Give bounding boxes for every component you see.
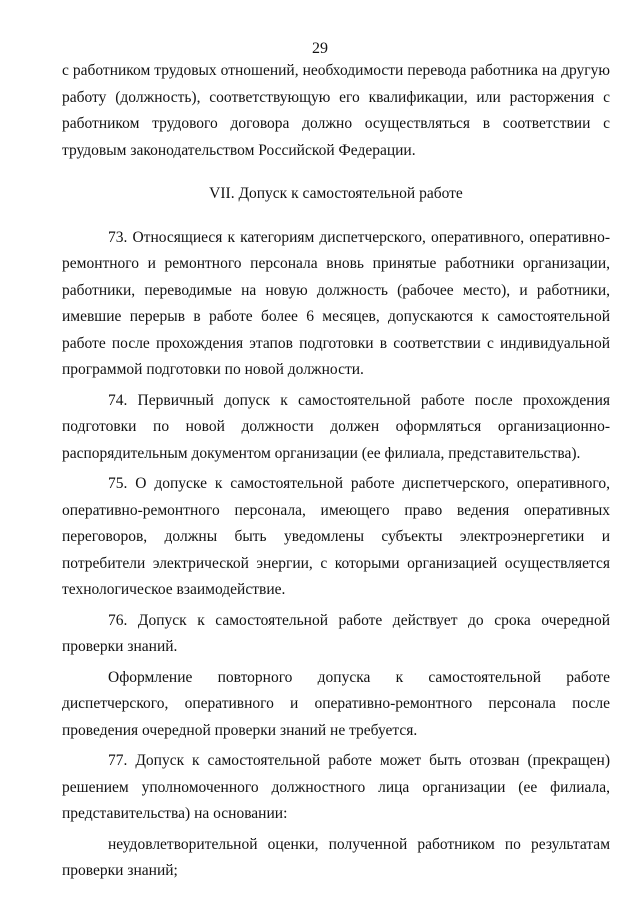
paragraph-77: 77. Допуск к самостоятельной работе может быть отозван (прекращен) решением уполномоченного должностного лица организации (ее филиала, представительства) на основании: [62, 752, 610, 822]
paragraph-75: 75. О допуске к самостоятельной работе диспетчерского, оперативного, оперативно-ремонтного персонала, имеющего право ведения оперативных переговоров, должны быть уведомлены субъекты электроэнергетики и потребители электрической энергии, с которыми организацией осуществляется технологическое взаимодействие. [62, 475, 610, 598]
document-body [62, 58, 610, 885]
section-heading: VII. Допуск к самостоятельной работе [209, 185, 463, 202]
page-number: 29 [312, 40, 328, 57]
paragraph-76-repeat-admission: Оформление повторного допуска к самостоятельной работе диспетчерского, оперативного и оперативно-ремонтного персонала после проведения очередной проверки знаний не требуется. [62, 668, 610, 739]
paragraph-73: 73. Относящиеся к категориям диспетчерского, оперативного, оперативно-ремонтного и ремонтного персонала вновь принятые работники организации, работники, переводимые на новую должность (рабочее место), и работники, имевшие перерыв в работе более 6 месяцев, допускаются к самостоятельной работе после прохождения этапов подготовки в соответствии с индивидуальной программой подготовки по новой должности. [62, 228, 610, 378]
paragraph-77-item: неудовлетворительной оценки, полученной работником по результатам проверки знаний; [62, 835, 610, 879]
paragraph-continuation: с работником трудовых отношений, необходимости перевода работника на другую работу (должность), соответствующую его квалификации, или расторжения с работником трудового договора должно осуществляться в соответствии с трудовым законодательством Российской Федерации. [62, 62, 610, 159]
paragraph-76: 76. Допуск к самостоятельной работе действует до срока очередной проверки знаний. [62, 611, 610, 655]
paragraph-74: 74. Первичный допуск к самостоятельной работе после прохождения подготовки по новой должности должен оформляться организационно-распорядительным документом организации (ее филиала, представительства). [62, 391, 610, 462]
